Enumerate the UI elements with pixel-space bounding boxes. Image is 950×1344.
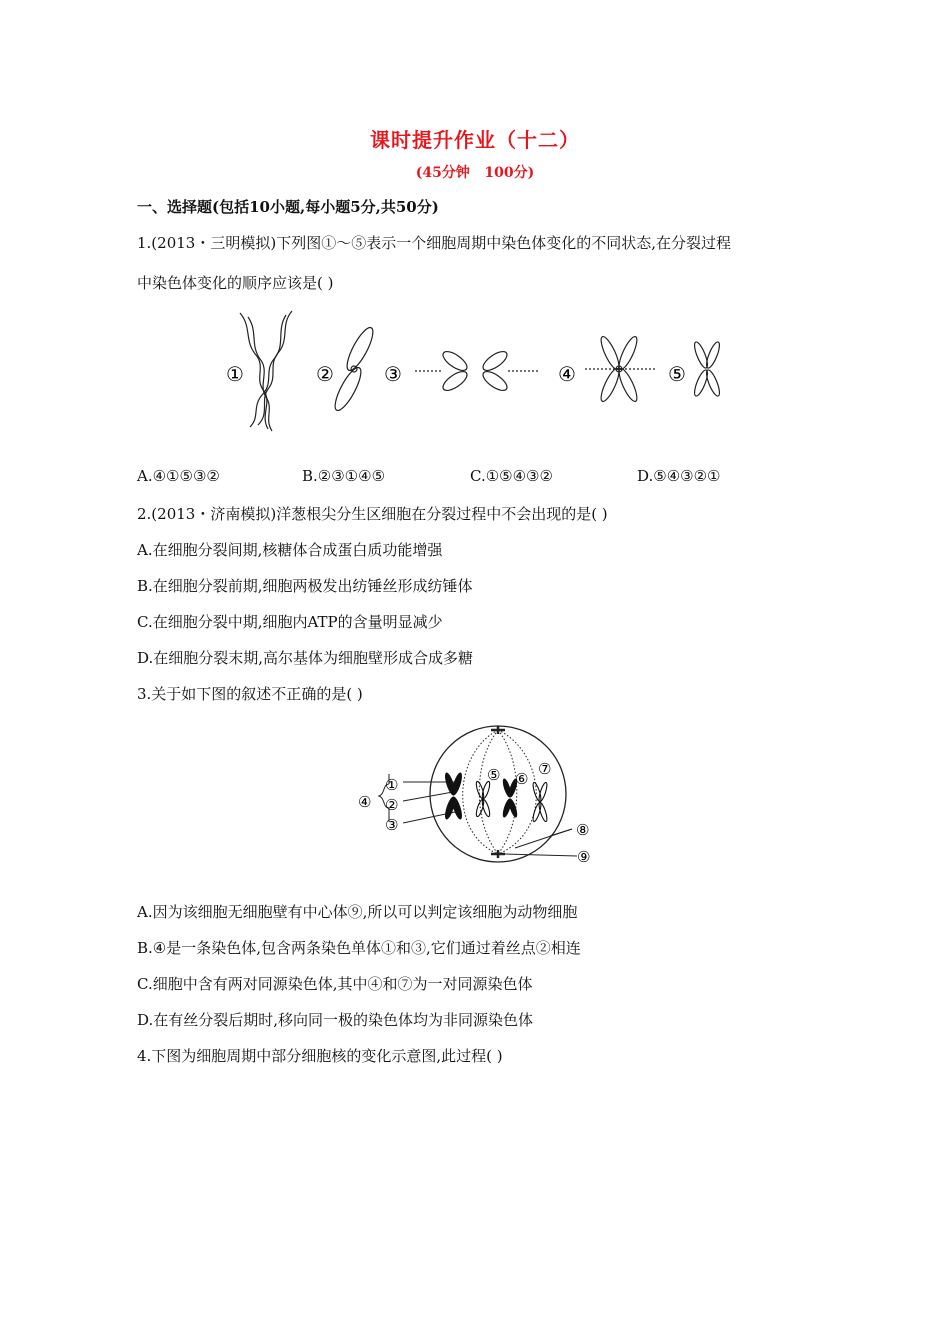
q2-option-b: B.在细胞分裂前期,细胞两极发出纺锤丝形成纺锤体 — [137, 577, 473, 595]
q2-stem: 2.(2013・济南模拟)洋葱根尖分生区细胞在分裂过程中不会出现的是( ) — [137, 505, 608, 523]
q1-fig-label-2: ② — [316, 362, 334, 386]
q3-option-a: A.因为该细胞无细胞壁有中心体⑨,所以可以判定该细胞为动物细胞 — [137, 903, 578, 921]
q3-fig-label-5: ⑤ — [487, 766, 501, 784]
chromosome-state-3 — [415, 348, 540, 394]
chromatin-threads — [240, 311, 292, 431]
q3-fig-label-8: ⑧ — [576, 821, 590, 839]
q4-stem: 4.下图为细胞周期中部分细胞核的变化示意图,此过程( ) — [137, 1047, 503, 1065]
q3-option-d: D.在有丝分裂后期时,移向同一极的染色体均为非同源染色体 — [137, 1011, 534, 1029]
q3-fig-label-4: ④ — [358, 793, 372, 811]
q3-fig-label-9: ⑨ — [577, 848, 591, 866]
q2-option-d: D.在细胞分裂末期,高尔基体为细胞壁形成合成多糖 — [137, 649, 474, 667]
page-title: 课时提升作业（十二） — [370, 128, 580, 152]
q3-stem: 3.关于如下图的叙述不正确的是( ) — [137, 685, 363, 703]
chromosome-state-2 — [331, 325, 378, 414]
q3-fig-label-1: ① — [385, 776, 399, 794]
q1-stem-line1: 1.(2013・三明模拟)下列图①～⑤表示一个细胞周期中染色体变化的不同状态,在分裂过程 — [137, 234, 731, 252]
section-heading: 一、选择题(包括10小题,每小题5分,共50分) — [137, 198, 439, 216]
cell-membrane — [430, 726, 566, 862]
q1-fig-label-5: ⑤ — [668, 362, 686, 386]
q3-fig-label-6: ⑥ — [515, 770, 529, 788]
q1-option-c: C.①⑤④③② — [470, 467, 553, 485]
q1-stem-line2: 中染色体变化的顺序应该是( ) — [137, 274, 334, 292]
spindle-fibers — [463, 730, 537, 854]
chromosome-state-5 — [692, 341, 722, 398]
q1-chromosome-figure — [220, 305, 730, 435]
q3-fig-label-7: ⑦ — [538, 760, 552, 778]
q1-fig-label-3: ③ — [384, 362, 402, 386]
q3-cell-figure — [355, 722, 615, 872]
q3-option-c: C.细胞中含有两对同源染色体,其中④和⑦为一对同源染色体 — [137, 975, 533, 993]
q1-option-d: D.⑤④③②① — [637, 467, 721, 485]
q3-fig-label-3: ③ — [385, 816, 399, 834]
q2-option-a: A.在细胞分裂间期,核糖体合成蛋白质功能增强 — [137, 541, 443, 559]
q1-option-a: A.④①⑤③② — [137, 467, 220, 485]
centriole-top — [491, 726, 505, 734]
q2-option-c: C.在细胞分裂中期,细胞内ATP的含量明显减少 — [137, 613, 443, 631]
q1-option-b: B.②③①④⑤ — [302, 467, 386, 485]
q1-fig-label-4: ④ — [558, 362, 576, 386]
q1-fig-label-1: ① — [226, 362, 244, 386]
q3-option-b: B.④是一条染色体,包含两条染色单体①和③,它们通过着丝点②相连 — [137, 939, 581, 957]
q3-fig-label-2: ② — [385, 796, 399, 814]
page-subtitle: (45分钟 100分) — [415, 165, 535, 181]
chromosome-state-4 — [585, 335, 655, 404]
